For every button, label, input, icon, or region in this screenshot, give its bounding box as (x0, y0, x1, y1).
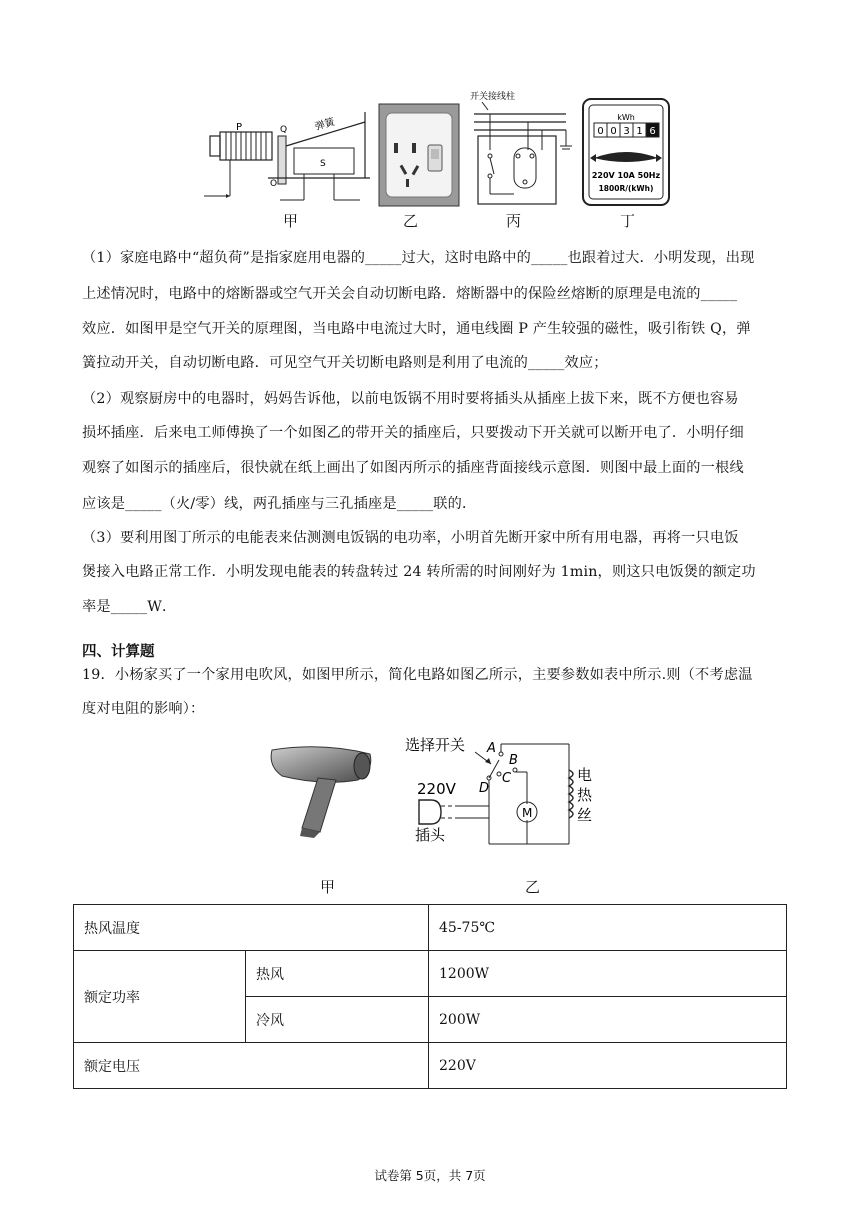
meter-digit-4: 1 (636, 126, 643, 137)
q3-line-2: 煲接入电路正常工作．小明发现电能表的转盘转过 24 转所需的时间刚好为 1min，则这只电饭煲的额定功 (82, 564, 756, 580)
figure-yi-switch-socket (378, 103, 460, 207)
meter-spec: 220V 10A 50Hz (591, 171, 661, 180)
circuit-heater-1: 电 (577, 766, 593, 784)
cell-hot-air-temp-label: 热风温度 (74, 905, 429, 951)
cell-rated-voltage-value: 220V (429, 1043, 787, 1089)
q3-line-1: （3）要利用图丁所示的电能表来估测测电饭锅的电功率，小明首先断开家中所有用电器，再将一只电饭 (82, 530, 739, 546)
figure-ding-energy-meter (582, 98, 670, 206)
figure-jia-air-switch (200, 108, 378, 208)
cell-hot-value: 1200W (429, 951, 787, 997)
section-heading: 四、计算题 (82, 644, 155, 660)
q19-line-1: 19．小杨家买了一个家用电吹风，如图甲所示，简化电路如图乙所示，主要参数如表中所示.则（不考虑温 (82, 667, 753, 683)
circuit-voltage: 220V (417, 780, 456, 798)
circuit-switch-label: 选择开关 (405, 736, 466, 754)
caption-jia-bottom: 甲 (320, 878, 336, 896)
q2-line-2: 损坏插座．后来电工师傅换了一个如图乙的带开关的插座后，只要拨动下开关就可以断开电了．小明仔细 (82, 425, 744, 441)
q2-line-4: 应该是_____（火/零）线，两孔插座与三孔插座是_____联的． (82, 496, 477, 512)
figure-bing-wiring (470, 90, 580, 210)
label-q: Q (280, 125, 288, 135)
meter-digit-1: 0 (597, 126, 604, 137)
label-s: S (320, 159, 326, 169)
meter-digit-3: 3 (623, 126, 630, 137)
q3-line-3: 率是_____W． (82, 599, 177, 615)
circuit-heater-3: 丝 (577, 806, 593, 824)
circuit-plug: 插头 (415, 826, 446, 844)
circuit-a: A (487, 741, 496, 756)
q2-line-3: 观察了如图示的插座后，很快就在纸上画出了如图丙所示的插座背面接线示意图．则图中最上面的一根线 (82, 460, 744, 476)
circuit-motor: M (522, 806, 533, 820)
figure-hair-dryer (262, 740, 382, 840)
q19-line-2: 度对电阻的影响）： (82, 701, 205, 717)
parameter-table (73, 904, 787, 1089)
cell-rated-power-label: 额定功率 (74, 951, 246, 1043)
label-o: O (270, 179, 278, 189)
q2-line-1: （2）观察厨房中的电器时，妈妈告诉他，以前电饭锅不用时要将插头从插座上拔下来，既不方便也容易 (82, 391, 739, 407)
meter-rev: 1800R/(kWh) (598, 184, 654, 193)
page-footer: 试卷第 5页，共 7页 (374, 1168, 486, 1183)
table-row (74, 1043, 787, 1089)
circuit-b: B (509, 753, 518, 768)
bing-caption: 开关接线柱 (470, 92, 516, 102)
table-row (74, 951, 787, 997)
cell-hot-air-temp-value: 45-75℃ (429, 905, 787, 951)
q1-line-2: 上述情况时，电路中的熔断器或空气开关会自动切断电路．熔断器中的保险丝熔断的原理是电流的_____ (82, 286, 738, 302)
figure-yi-dryer-circuit (405, 734, 595, 862)
label-p: P (236, 122, 243, 133)
cell-hot-label: 热风 (246, 951, 429, 997)
table-row (74, 905, 787, 951)
circuit-d: D (479, 781, 490, 796)
cell-rated-voltage-label: 额定电压 (74, 1043, 429, 1089)
q1-line-3: 效应．如图甲是空气开关的原理图，当电路中电流过大时，通电线圈 P 产生较强的磁性，吸引衔铁 Q，弹 (82, 321, 751, 337)
label-spring: 弹簧 (313, 116, 337, 133)
cell-cold-value: 200W (429, 997, 787, 1043)
caption-ding-top: 丁 (620, 212, 636, 230)
circuit-c: C (502, 771, 512, 786)
q1-line-4: 簧拉动开关，自动切断电路．可见空气开关切断电路则是利用了电流的_____效应； (82, 355, 608, 371)
meter-digit-5: 6 (649, 126, 656, 137)
circuit-heater-2: 热 (577, 786, 593, 804)
meter-unit: kWh (617, 113, 635, 122)
caption-yi-top: 乙 (403, 212, 419, 230)
caption-yi-bottom: 乙 (525, 878, 541, 896)
caption-jia-top: 甲 (283, 212, 299, 230)
caption-bing-top: 丙 (506, 212, 522, 230)
meter-digit-2: 0 (610, 126, 617, 137)
cell-cold-label: 冷风 (246, 997, 429, 1043)
q1-line-1: （1）家庭电路中“超负荷”是指家庭用电器的_____过大，这时电路中的_____也跟着过大．小明发现，出现 (82, 250, 755, 266)
